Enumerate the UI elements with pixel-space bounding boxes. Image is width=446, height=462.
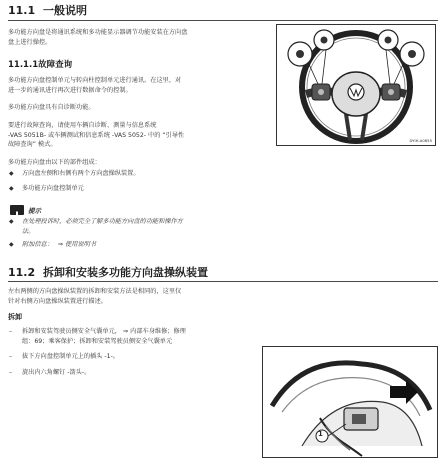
- note-item-label: 附加信息：: [22, 241, 53, 248]
- bullet-icon: –: [9, 369, 12, 376]
- bullet-icon: ◆: [9, 241, 14, 248]
- note-label: 提示: [28, 207, 41, 215]
- section-heading-11-2: [8, 264, 208, 280]
- component-item: 多功能方向盘控制单元: [22, 185, 84, 192]
- note-item: [22, 217, 183, 236]
- subhead-removal: 拆卸: [8, 313, 22, 321]
- note-item: [22, 240, 96, 250]
- text-line: 针对右侧方向盘操纵装置进行描述。: [8, 297, 107, 305]
- paragraph-components: 多功能方向盘由以下的部件组成：: [8, 159, 101, 166]
- paragraph-fault-finding: [8, 121, 184, 150]
- bullet-icon: ◆: [9, 218, 14, 225]
- subsection-heading-11-1-1: [8, 58, 72, 70]
- section-heading-11-1: [8, 2, 87, 18]
- text-line: 在处理投诉时，必须完全了解多功能方向盘的功能和操作方: [22, 218, 183, 225]
- paragraph-selfdiag: 多功能方向盘具有自诊断功能。: [8, 104, 95, 111]
- bullet-icon: –: [9, 353, 12, 360]
- text-line: 组：69；乘客保护；拆卸和安装驾驶员侧安全气囊单元: [22, 337, 173, 345]
- text-line: 要进行故障查询，请使用车辆自诊断、测量与信息系统: [8, 122, 157, 129]
- step-text: 拆卸和安装驾驶员侧安全气囊单元，: [22, 328, 121, 335]
- text-line: 多功能方向盘控制单元与转向柱控制单元进行通讯。在这里，对: [8, 77, 182, 84]
- subsection-title: 故障查询: [38, 60, 73, 70]
- manual-link[interactable]: ⇒ 使用说明书: [57, 241, 96, 248]
- text-line: 左右两侧的方向盘操纵装置的拆卸和安装方法是相同的，这里仅: [8, 288, 182, 295]
- paragraph-communication: [8, 76, 181, 95]
- subsection-number: 11.1.1: [8, 60, 39, 70]
- text-line: 故障查询” 模式。: [8, 141, 57, 149]
- section-title: 拆卸和安装多功能方向盘操纵装置: [42, 266, 208, 279]
- steering-wheel-figure: [276, 24, 436, 146]
- bullet-icon: ◆: [9, 170, 14, 177]
- text-line: -VAS 5051B- 或车辆测试和信息系统 -VAS 5052- 中的 “引导性: [8, 131, 185, 139]
- bullet-icon: ◆: [9, 185, 14, 192]
- text-line: 多功能方向盘是将通讯系统和多功能显示器调节功能安装在方向盘: [8, 29, 188, 36]
- repair-manual-link[interactable]: ⇒ 内部车身维修；修理: [123, 328, 186, 335]
- component-item: 方向盘左侧和右侧有两个方向盘操纵装置。: [22, 170, 140, 177]
- bullet-icon: –: [9, 328, 12, 335]
- intro-paragraph: [8, 28, 187, 47]
- step-item: [22, 327, 186, 346]
- intro-paragraph: [8, 287, 181, 306]
- step-item: 旋出内六角螺钉 -箭头-。: [22, 369, 91, 376]
- text-line: 法。: [22, 227, 35, 235]
- section-number: 11.2: [8, 266, 36, 279]
- text-line: 盘上进行操控。: [8, 38, 52, 46]
- step-item: 拔下方向盘控制单元上的插头 -1-。: [22, 353, 119, 360]
- note-icon: [10, 205, 24, 215]
- section-rule: [8, 281, 438, 282]
- connector-figure: [262, 346, 438, 458]
- section-title: 一般说明: [42, 4, 87, 17]
- figure-id: DYIH-A0655: [409, 138, 432, 143]
- section-rule: [8, 20, 438, 21]
- callout-1: 1: [318, 430, 323, 438]
- section-number: 11.1: [8, 4, 36, 17]
- text-line: 进一步的通讯进行再次进行数据命令的控制。: [8, 86, 132, 94]
